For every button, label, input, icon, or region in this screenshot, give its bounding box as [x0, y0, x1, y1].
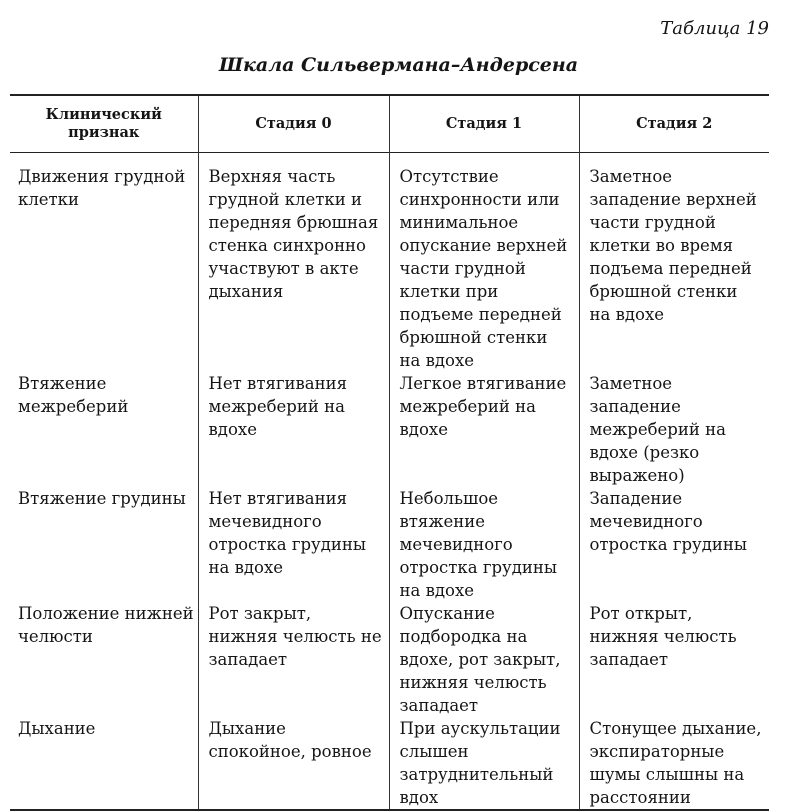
stage-0-text: Дыхание спокойное, ровное	[208, 719, 372, 761]
stage-0-text: Верхняя часть грудной клетки и передняя брюшная стенка синхронно участвуют в акте дыхания	[208, 167, 379, 301]
stage-1-text: Легкое втягивание межреберий на вдохе	[399, 374, 567, 439]
stage-2-cell	[579, 602, 769, 717]
stage-1-cell	[389, 372, 579, 487]
stage-1-cell	[389, 717, 579, 810]
stage-0-cell	[198, 487, 389, 602]
stage-2-cell	[579, 372, 769, 487]
stage-2-cell	[579, 153, 769, 373]
feature-text: Втяжение межреберий	[18, 374, 129, 416]
stage-0-text: Нет втягивания межреберий на вдохе	[208, 374, 348, 439]
table-row	[10, 153, 769, 373]
stage-2-cell	[579, 487, 769, 602]
stage-0-text: Нет втягивания мечевидного отростка грудины на вдохе	[208, 489, 367, 577]
stage-1-cell	[389, 153, 579, 373]
stage-2-cell	[579, 717, 769, 810]
stage-1-text: Отсутствие синхронности или минимальное опускание верхней части грудной клетки при подъеме передней брюшной стенки на вдохе	[399, 167, 568, 370]
silverman-andersen-table	[10, 94, 769, 811]
feature-cell	[10, 372, 198, 487]
stage-0-text: Рот закрыт, нижняя челюсть не западает	[208, 604, 382, 669]
stage-2-text: Заметное западение верхней части грудной клетки во время подъема передней брюшной стенки на вдохе	[589, 167, 757, 324]
stage-2-text: Стонущее дыхание, экспираторные шумы слышны на расстоянии	[589, 719, 762, 807]
stage-0-cell	[198, 602, 389, 717]
feature-text: Положение нижней челюсти	[18, 604, 194, 646]
stage-2-text: Западение мечевидного отростка грудины	[589, 489, 748, 554]
header-stage-0: Стадия 0	[198, 95, 389, 153]
feature-text: Дыхание	[18, 719, 96, 738]
header-stage-1: Стадия 1	[389, 95, 579, 153]
header-feature: Клинический признак	[45, 106, 162, 141]
stage-1-cell	[389, 487, 579, 602]
table-row	[10, 717, 769, 810]
header-row	[10, 95, 769, 153]
table-title: Шкала Сильвермана–Андерсена	[218, 54, 579, 76]
feature-text: Втяжение грудины	[18, 489, 186, 508]
table-row	[10, 372, 769, 487]
feature-cell	[10, 487, 198, 602]
header-stage-2: Стадия 2	[579, 95, 769, 153]
stage-2-text: Рот открыт, нижняя челюсть западает	[589, 604, 737, 669]
stage-2-text: Заметное западение межреберий на вдохе (резко выражено)	[589, 374, 726, 485]
feature-cell	[10, 717, 198, 810]
stage-1-text: Небольшое втяжение мечевидного отростка грудины на вдохе	[399, 489, 558, 600]
feature-text: Движения грудной клетки	[18, 167, 186, 209]
table-number-label: Таблица 19	[660, 18, 769, 39]
stage-0-cell	[198, 372, 389, 487]
feature-cell	[10, 153, 198, 373]
stage-0-cell	[198, 153, 389, 373]
stage-0-cell	[198, 717, 389, 810]
table-row	[10, 487, 769, 602]
stage-1-cell	[389, 602, 579, 717]
stage-1-text: При аускультации слышен затруднительный вдох	[399, 719, 561, 807]
stage-1-text: Опускание подбородка на вдохе, рот закрыт, нижняя челюсть западает	[399, 604, 561, 715]
table-row	[10, 602, 769, 717]
feature-cell	[10, 602, 198, 717]
